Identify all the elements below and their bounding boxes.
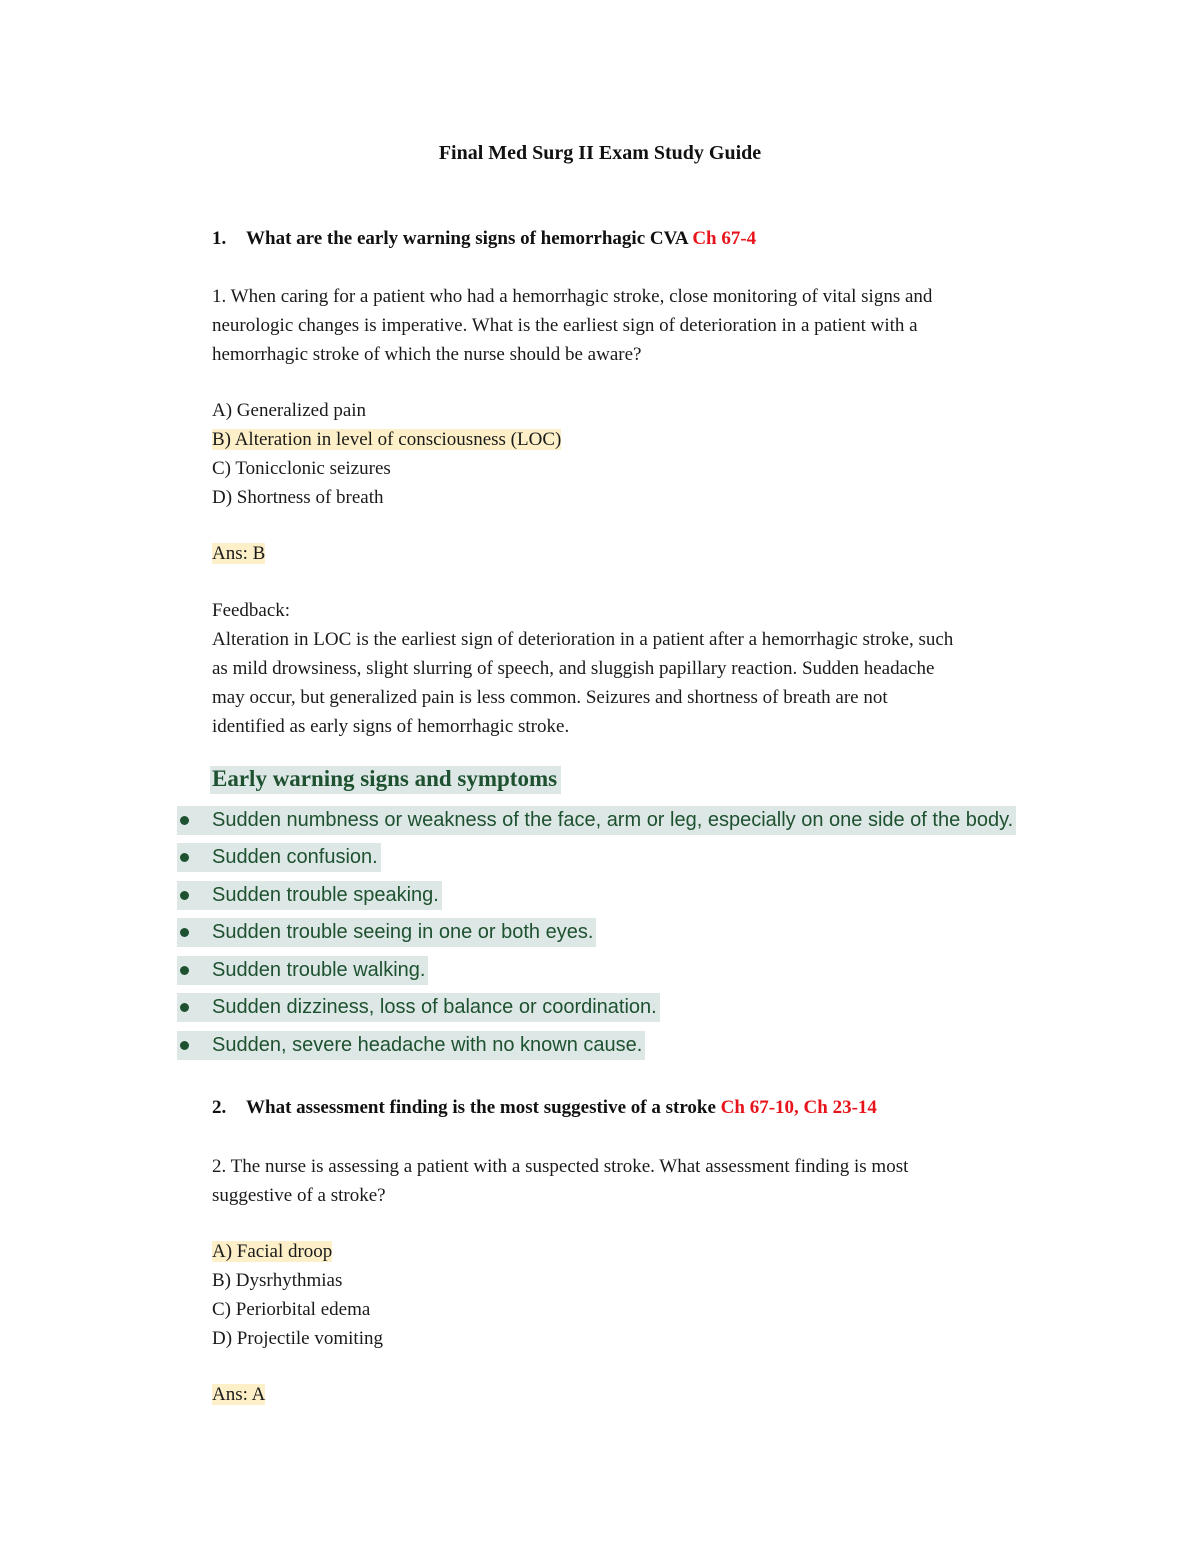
question-1-option-c (212, 454, 561, 483)
question-1-stem-line: neurologic changes is imperative. What is the earliest sign of deterioration in a patient with a (212, 315, 918, 336)
question-1-options (212, 396, 561, 512)
question-2-option-c (212, 1295, 383, 1324)
question-2-chapter-ref: Ch 67-10, Ch 23-14 (720, 1097, 877, 1118)
question-2-heading (212, 1097, 877, 1119)
feedback-line: Alteration in LOC is the earliest sign of deterioration in a patient after a hemorrhagic stroke, such (212, 629, 954, 650)
warning-item-text: Sudden dizziness, loss of balance or coordination. (212, 993, 660, 1022)
bullet-icon (177, 956, 212, 985)
option-text: A) Generalized pain (212, 400, 367, 421)
bullet-icon (177, 993, 212, 1022)
question-1-heading (212, 228, 756, 250)
feedback-label: Feedback: (212, 600, 291, 621)
warning-list-item (177, 1031, 645, 1060)
question-1-chapter-ref: Ch 67-4 (692, 228, 757, 249)
option-text: D) Shortness of breath (212, 487, 384, 508)
answer-text: Ans: A (212, 1384, 266, 1405)
warning-item-text: Sudden trouble speaking. (212, 881, 442, 910)
bullet-icon (177, 1031, 212, 1060)
question-1-stem-line: 1. When caring for a patient who had a hemorrhagic stroke, close monitoring of vital signs and (212, 286, 933, 307)
warning-list-item (177, 881, 442, 910)
warning-signs-heading: Early warning signs and symptoms (210, 766, 561, 794)
warning-list-item (177, 918, 596, 947)
warning-item-text: Sudden trouble seeing in one or both eyes. (212, 918, 596, 947)
feedback-line: identified as early signs of hemorrhagic stroke. (212, 716, 570, 737)
question-1-option-a (212, 396, 561, 425)
answer-text: Ans: B (212, 543, 266, 564)
question-2-option-a (212, 1237, 383, 1266)
warning-item-text: Sudden numbness or weakness of the face, arm or leg, especially on one side of the body. (212, 806, 1016, 835)
bullet-icon (177, 806, 212, 835)
question-1-number: 1. (212, 228, 227, 249)
option-text-highlighted: B) Alteration in level of consciousness (LOC) (212, 429, 562, 450)
question-2-option-d (212, 1324, 383, 1353)
question-2-number: 2. (212, 1097, 227, 1118)
question-1-option-b (212, 425, 561, 454)
question-1-feedback (212, 596, 953, 741)
option-text: D) Projectile vomiting (212, 1328, 383, 1349)
warning-list-item (177, 993, 660, 1022)
question-1-stem-line: hemorrhagic stroke of which the nurse should be aware? (212, 344, 642, 365)
option-text: C) Tonicclonic seizures (212, 458, 391, 479)
warning-list-item (177, 956, 428, 985)
question-2-stem (212, 1152, 908, 1210)
warning-item-text: Sudden confusion. (212, 843, 381, 872)
warning-item-text: Sudden trouble walking. (212, 956, 428, 985)
question-2-answer (212, 1380, 265, 1409)
question-2-heading-text: What assessment finding is the most suggestive of a stroke (246, 1097, 716, 1118)
option-text-highlighted: A) Facial droop (212, 1241, 333, 1262)
question-2-option-b (212, 1266, 383, 1295)
bullet-icon (177, 918, 212, 947)
warning-list-item (177, 806, 1016, 835)
question-2-stem-line: suggestive of a stroke? (212, 1185, 386, 1206)
question-1-option-d (212, 483, 561, 512)
warning-item-text: Sudden, severe headache with no known cause. (212, 1031, 645, 1060)
question-1-stem (212, 282, 932, 369)
question-1-heading-text: What are the early warning signs of hemorrhagic CVA (246, 228, 688, 249)
option-text: C) Periorbital edema (212, 1299, 371, 1320)
option-text: B) Dysrhythmias (212, 1270, 343, 1291)
warning-list-item (177, 843, 381, 872)
feedback-line: may occur, but generalized pain is less common. Seizures and shortness of breath are not (212, 687, 888, 708)
question-1-answer (212, 539, 265, 568)
question-2-stem-line: 2. The nurse is assessing a patient with a suspected stroke. What assessment finding is most (212, 1156, 909, 1177)
bullet-icon (177, 843, 212, 872)
feedback-line: as mild drowsiness, slight slurring of speech, and sluggish papillary reaction. Sudden headache (212, 658, 935, 679)
question-2-options (212, 1237, 383, 1353)
document-title: Final Med Surg II Exam Study Guide (438, 142, 762, 164)
bullet-icon (177, 881, 212, 910)
